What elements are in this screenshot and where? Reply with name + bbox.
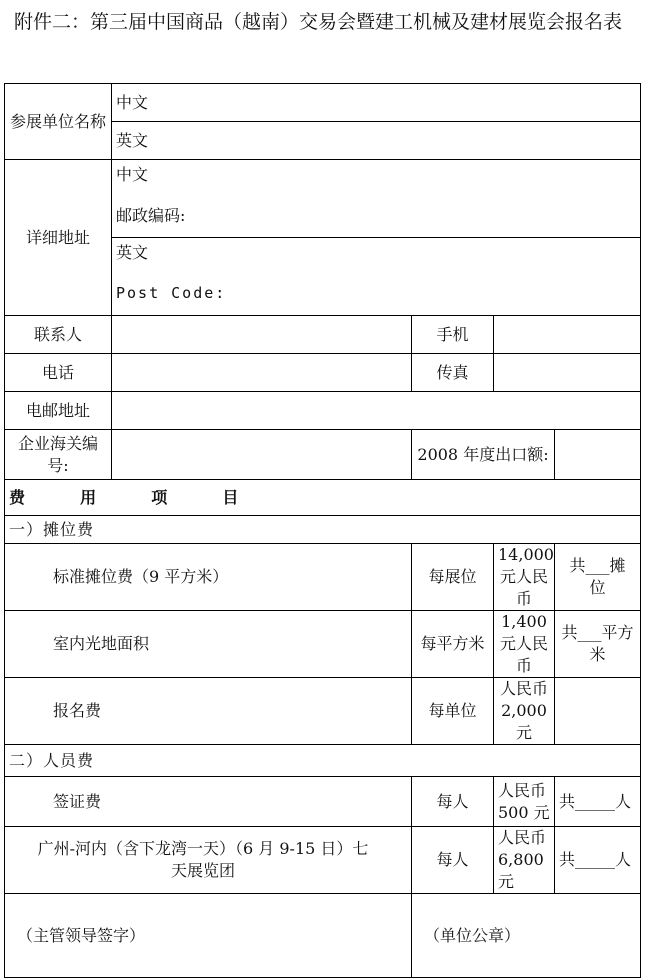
address-label: 详细地址 [5, 160, 112, 316]
email-label: 电邮地址 [5, 392, 112, 430]
mobile-field[interactable] [494, 316, 641, 354]
booth-unit: 每单位 [412, 678, 494, 745]
fees-header-char: 目 [222, 487, 239, 507]
page-title: 附件二：第三届中国商品（越南）交易会暨建工机械及建材展览会报名表 [14, 11, 623, 33]
fax-field[interactable] [494, 354, 641, 392]
fees-header [5, 480, 641, 516]
staff-total[interactable]: 共_____人 [555, 827, 641, 894]
contact-label: 联系人 [5, 316, 112, 354]
staff-item: 签证费 [5, 777, 412, 827]
address-en-label: 英文 [116, 243, 149, 262]
postcode-en-label: Post Code: [116, 284, 227, 302]
fees-header-char: 项 [151, 487, 168, 507]
booth-item: 报名费 [5, 678, 412, 745]
address-cn-label: 中文 [116, 165, 149, 184]
customs-label: 企业海关编号: [5, 430, 112, 480]
fees-header-char: 费 [9, 487, 26, 507]
address-en-field[interactable] [112, 238, 641, 316]
booth-total[interactable]: 共___摊 位 [555, 544, 641, 611]
booth-unit: 每平方米 [412, 611, 494, 678]
staff-unit: 每人 [412, 777, 494, 827]
export-label: 2008 年度出口额: [412, 430, 555, 480]
customs-field[interactable] [112, 430, 412, 480]
staff-unit: 每人 [412, 827, 494, 894]
phone-label: 电话 [5, 354, 112, 392]
booth-item: 标准摊位费（9 平方米） [5, 544, 412, 611]
contact-field[interactable] [112, 316, 412, 354]
leader-signature[interactable]: （主管领导签字） [5, 894, 412, 978]
booth-price: 人民币 2,000 元 [494, 678, 555, 745]
postcode-cn-label: 邮政编码: [116, 206, 186, 225]
phone-field[interactable] [112, 354, 412, 392]
company-label: 参展单位名称 [5, 84, 112, 160]
company-cn-field[interactable]: 中文 [112, 84, 641, 122]
booth-unit: 每展位 [412, 544, 494, 611]
export-field[interactable] [555, 430, 641, 480]
booth-total[interactable] [555, 678, 641, 745]
booth-section-title: 一）摊位费 [5, 516, 641, 544]
staff-price: 人民币 500 元 [494, 777, 555, 827]
booth-item: 室内光地面积 [5, 611, 412, 678]
staff-section-title: 二）人员费 [5, 745, 641, 777]
staff-item: 广州-河内（含下龙湾一天）（6 月 9-15 日）七天展览团 [5, 827, 412, 894]
address-cn-field[interactable] [112, 160, 641, 238]
email-field[interactable] [112, 392, 641, 430]
fax-label: 传真 [412, 354, 494, 392]
company-en-field[interactable]: 英文 [112, 122, 641, 160]
fees-header-char: 用 [80, 487, 97, 507]
booth-price: 14,000 元人民币 [494, 544, 555, 611]
mobile-label: 手机 [412, 316, 494, 354]
booth-price: 1,400 元人民币 [494, 611, 555, 678]
booth-total[interactable]: 共___平方米 [555, 611, 641, 678]
staff-price: 人民币 6,800 元 [494, 827, 555, 894]
staff-total[interactable]: 共_____人 [555, 777, 641, 827]
registration-form [4, 83, 641, 978]
company-seal[interactable]: （单位公章） [412, 894, 641, 978]
